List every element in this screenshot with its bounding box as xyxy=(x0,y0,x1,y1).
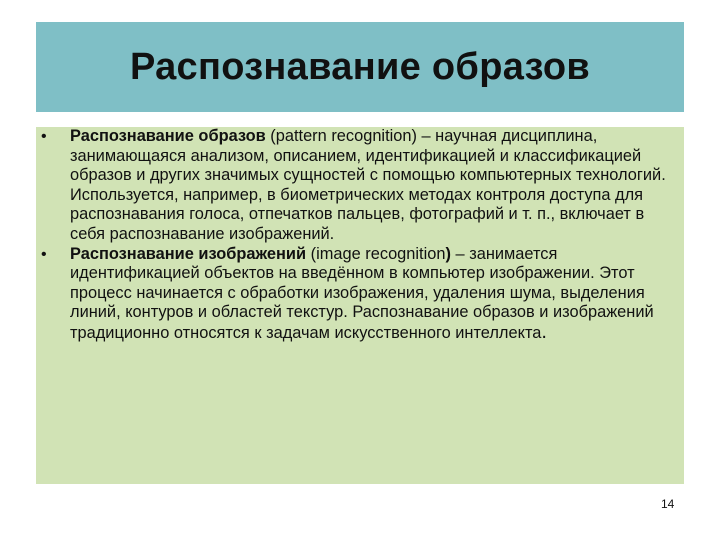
bullet-description: – занимается идентификацией объектов на введённом в компьютер изображении. Этот процесс начинается с обработки изображения, удаления шума, выделения линий, контуров и областей текстур. Распознавание образов и изображений традиционно относятся к задачам искусственного интеллекта xyxy=(70,244,654,342)
bullet-english-term: (image recognition xyxy=(306,244,446,263)
page-number: 14 xyxy=(661,497,675,511)
content-box xyxy=(36,127,684,484)
bullet-text xyxy=(70,245,654,342)
bullet-text xyxy=(70,127,666,243)
bullet-item-pattern-recognition xyxy=(36,127,684,245)
slide-title: Распознавание образов xyxy=(129,45,591,88)
bullet-list xyxy=(36,127,684,344)
bullet-item-image-recognition xyxy=(36,245,684,344)
bullet-marker: • xyxy=(41,245,47,263)
bullet-term: Распознавание образов xyxy=(70,127,266,145)
bullet-paren-close: ) xyxy=(445,244,451,263)
bullet-term: Распознавание изображений xyxy=(70,244,307,263)
bullet-end-period: . xyxy=(541,320,547,343)
title-bar xyxy=(36,22,684,112)
bullet-description: (pattern recognition) – научная дисциплина, занимающаяся анализом, описанием, идентификацией и классификацией образов и других значимых сущностей с помощью компьютерных технологий. Используется, например, в биометрических методах контроля доступа для распознавания голоса, отпечатков пальцев, фотографий и т. п., включает в себя распознавание изображений. xyxy=(70,127,666,243)
bullet-marker: • xyxy=(41,128,47,145)
